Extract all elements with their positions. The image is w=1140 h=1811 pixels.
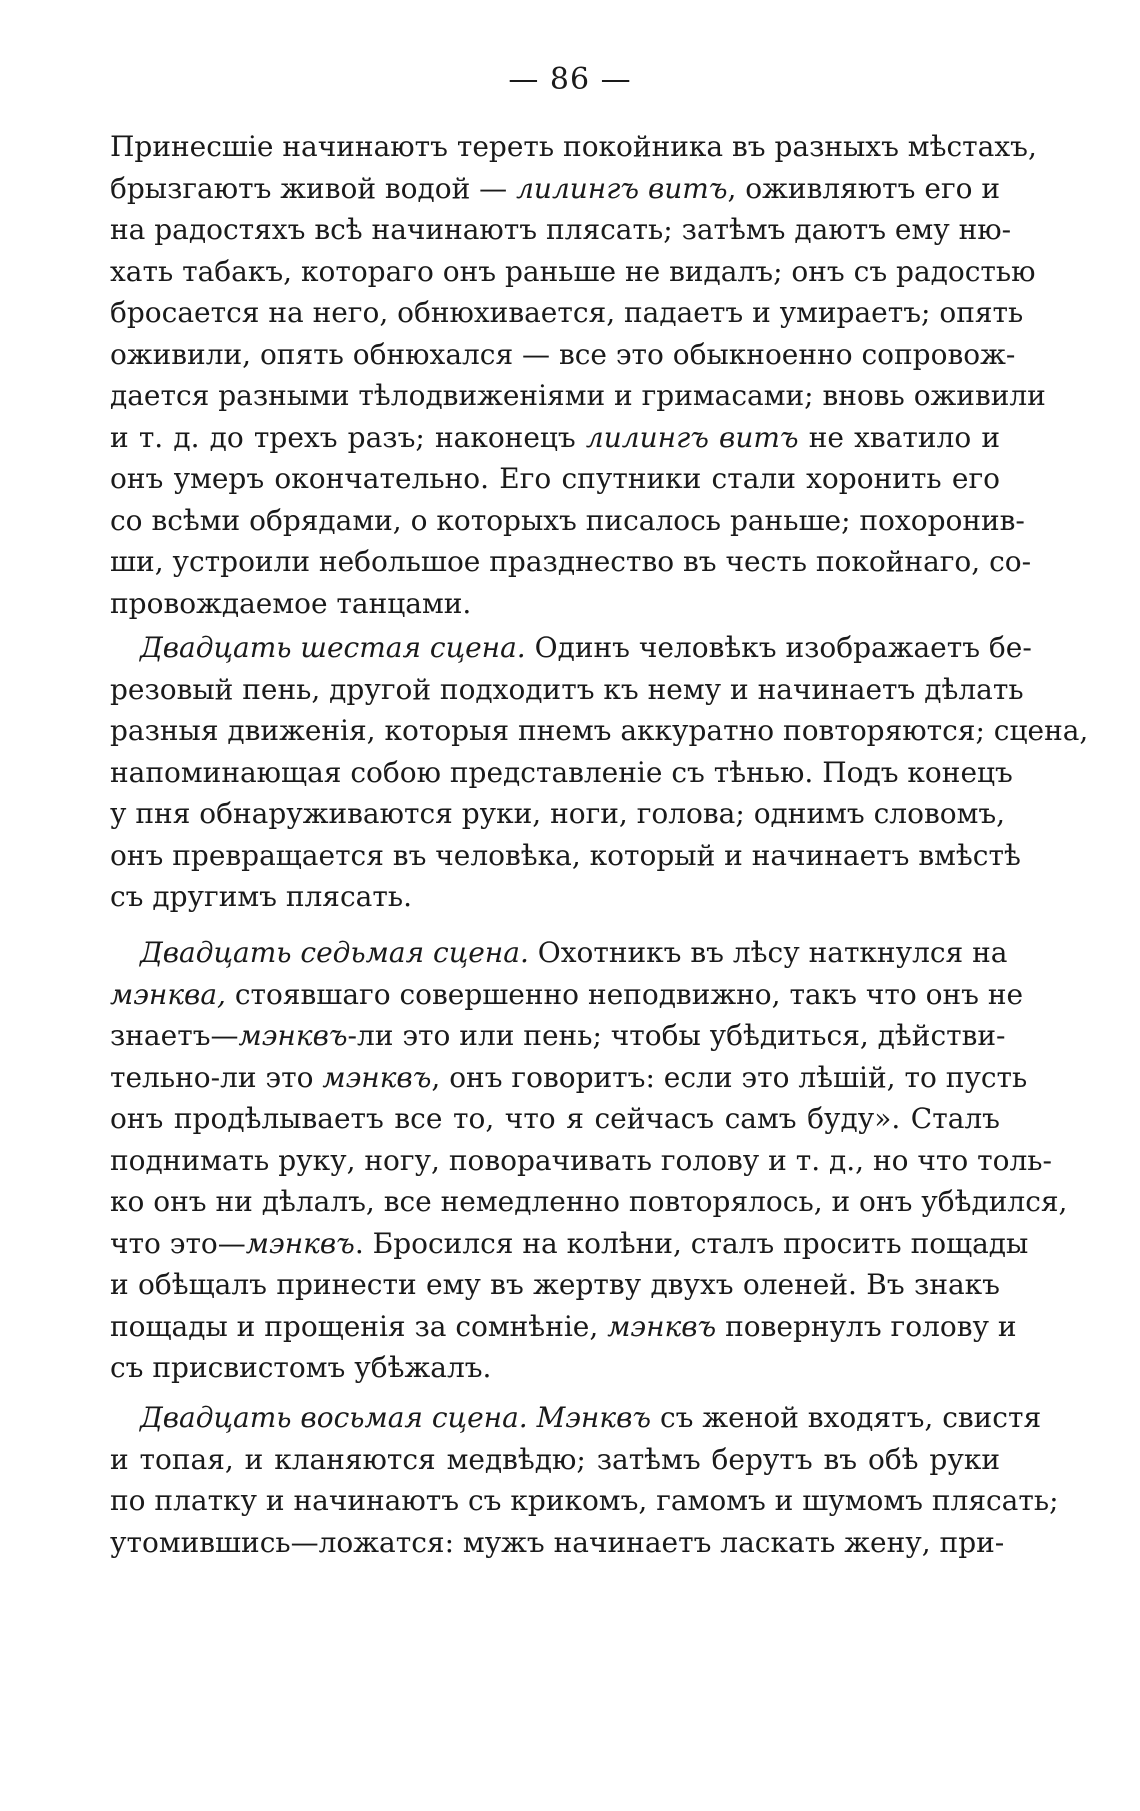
text-segment: . Бросился на колѣни, сталъ просить пощады xyxy=(354,1226,1029,1260)
text-line xyxy=(110,583,1000,625)
text-segment: что это— xyxy=(110,1226,246,1260)
text-line xyxy=(110,835,1021,877)
text-line xyxy=(110,1439,1000,1481)
text-segment: , оживляютъ его и xyxy=(727,171,1001,205)
text-line xyxy=(110,209,1012,251)
text-segment: Принесшіе начинаютъ тереть покойника въ разныхъ мѣстахъ, xyxy=(110,130,1037,163)
text-segment: резовый пень, другой подходитъ къ нему и начинаетъ дѣлать xyxy=(110,672,1024,706)
text-line xyxy=(110,1223,1029,1265)
text-line xyxy=(110,710,1089,752)
paragraph-scene-27 xyxy=(110,932,1068,1389)
text-line xyxy=(110,334,1016,376)
text-segment: съ присвистомъ убѣжалъ. xyxy=(110,1351,492,1384)
text-segment: онъ продѣлываетъ все то, что я сейчасъ самъ буду». Сталъ xyxy=(110,1102,1000,1135)
text-line xyxy=(110,1140,1052,1182)
italic-text-segment: Двадцать седьмая сцена. xyxy=(140,936,529,969)
text-segment: ши, устроили небольшое празднество въ честь покойнаго, со- xyxy=(110,545,1032,578)
text-segment: у пня обнаруживаются руки, ноги, голова; однимъ словомъ, xyxy=(110,797,1006,830)
text-segment: ко онъ ни дѣлалъ, все немедленно повторялось, и онъ убѣдился, xyxy=(110,1185,1068,1218)
text-segment: повернулъ голову и xyxy=(716,1309,1017,1343)
text-line xyxy=(110,1522,1005,1564)
text-line xyxy=(110,168,1000,210)
text-line xyxy=(110,500,1025,542)
text-segment: знаетъ— xyxy=(110,1019,239,1052)
text-line xyxy=(110,126,1037,168)
text-segment: стоявшаго совершенно неподвижно, такъ что онъ не xyxy=(225,977,1024,1011)
italic-text-segment: Двадцать восьмая сцена. Мэнквъ xyxy=(140,1401,652,1434)
text-line xyxy=(110,669,1024,711)
text-segment: , онъ говоритъ: если это лѣшій, то пусть xyxy=(431,1060,1028,1094)
italic-text-segment: мэнквъ xyxy=(245,1226,355,1260)
text-segment: бросается на него, обнюхивается, падаетъ и умираетъ; опять xyxy=(110,296,1024,329)
text-segment: -ли это или пень; чтобы убѣдиться, дѣйстви- xyxy=(347,1019,1006,1052)
text-line xyxy=(110,1057,1028,1099)
text-segment: онъ превращается въ человѣка, который и начинаетъ вмѣстѣ xyxy=(110,838,1021,872)
italic-text-segment: лилингъ витъ xyxy=(516,171,728,205)
text-segment: пощады и прощенія за сомнѣніе, xyxy=(110,1309,608,1343)
text-line xyxy=(110,251,1036,293)
text-segment: и т. д. до трехъ разъ; наконецъ xyxy=(110,420,586,454)
text-line xyxy=(110,1480,1059,1522)
text-segment: утомившись—ложатся: мужъ начинаетъ ласкать жену, при- xyxy=(110,1525,1005,1559)
text-line xyxy=(110,1306,1017,1348)
text-segment: съ женой входятъ, свистя xyxy=(651,1401,1042,1434)
text-segment: хать табакъ, котораго онъ раньше не видалъ; онъ съ радостью xyxy=(110,254,1036,288)
page-number: — 86 — xyxy=(508,62,632,97)
text-line xyxy=(110,752,1013,794)
text-line xyxy=(110,793,1006,835)
text-segment: по платку и начинаютъ съ крикомъ, гамомъ и шумомъ плясать; xyxy=(110,1484,1059,1517)
text-line xyxy=(110,1015,1006,1057)
text-segment: Одинъ человѣкъ изображаетъ бе- xyxy=(525,631,1032,664)
text-line xyxy=(110,1264,1000,1306)
italic-text-segment: мэнквъ xyxy=(607,1309,717,1343)
text-line xyxy=(110,932,1008,974)
text-line xyxy=(110,417,1000,459)
text-segment: разныя движенія, которыя пнемъ аккуратно повторяются; сцена, xyxy=(110,714,1089,747)
text-segment: и обѣщалъ принести ему въ жертву двухъ оленей. Въ знакъ xyxy=(110,1268,1000,1301)
text-line xyxy=(110,1181,1068,1223)
text-line xyxy=(110,541,1032,583)
text-line xyxy=(110,876,1000,918)
italic-text-segment: лилингъ витъ xyxy=(585,420,799,454)
text-segment: провождаемое танцами. xyxy=(110,586,472,620)
italic-text-segment: мэнквъ xyxy=(238,1019,348,1052)
text-line xyxy=(110,627,1032,669)
text-line xyxy=(110,458,1000,500)
text-segment: напоминающая собою представленіе съ тѣнью. Подъ конецъ xyxy=(110,755,1013,789)
paragraph-scene-28 xyxy=(110,1397,1059,1563)
italic-text-segment: мэнква, xyxy=(110,977,226,1011)
text-segment: тельно-ли это xyxy=(110,1060,323,1094)
text-segment: брызгаютъ живой водой — xyxy=(110,171,517,205)
text-segment: оживили, опять обнюхался — все это обыкноенно сопровож- xyxy=(110,337,1016,371)
text-segment: дается разными тѣлодвиженіями и гримасами; вновь оживили xyxy=(110,379,1046,412)
text-segment: и топая, и кланяются медвѣдю; затѣмъ берутъ въ обѣ руки xyxy=(110,1442,1000,1476)
text-segment: поднимать руку, ногу, поворачивать голову и т. д., но что толь- xyxy=(110,1143,1052,1177)
paragraph-continuation xyxy=(110,126,1046,624)
text-segment: съ другимъ плясать. xyxy=(110,880,412,913)
text-segment: Охотникъ въ лѣсу наткнулся на xyxy=(528,936,1008,969)
text-line xyxy=(110,1397,1042,1439)
text-line xyxy=(110,1347,1000,1389)
text-line xyxy=(110,375,1046,417)
italic-text-segment: мэнквъ xyxy=(322,1060,432,1094)
paragraph-scene-26 xyxy=(110,627,1089,918)
text-line xyxy=(110,974,1024,1016)
text-segment: на радостяхъ всѣ начинаютъ плясать; затѣмъ даютъ ему ню- xyxy=(110,213,1012,246)
text-segment: со всѣми обрядами, о которыхъ писалось раньше; похоронив- xyxy=(110,503,1025,537)
text-line xyxy=(110,292,1024,334)
italic-text-segment: Двадцать шестая сцена. xyxy=(140,631,526,664)
text-segment: не хватило и xyxy=(798,420,1001,454)
text-segment: онъ умеръ окончательно. Его спутники стали хоронить его xyxy=(110,462,1000,495)
text-line xyxy=(110,1098,1000,1140)
